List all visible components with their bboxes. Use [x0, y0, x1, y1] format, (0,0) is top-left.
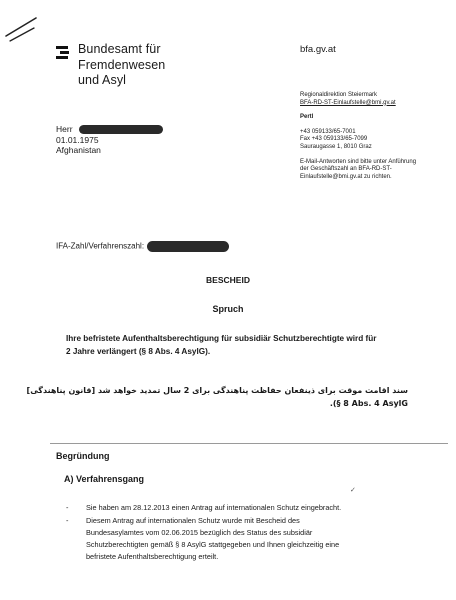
list-item-line: Schutzberechtigten gemäß § 8 AsylG stattgegeben und Ihnen gleichzeitig eine — [86, 540, 340, 549]
redacted-name — [79, 125, 163, 134]
email-note-line: E-Mail-Antworten sind bitte unter Anführung — [300, 158, 417, 165]
reference-label: IFA-Zahl/Verfahrenszahl: — [56, 241, 145, 251]
recipient-birthdate: 01.01.1975 — [56, 134, 99, 145]
section-title-spruch: Spruch — [212, 304, 244, 314]
email-note-line: Einlaufstelle@bmi.gv.at zu richten. — [300, 173, 392, 180]
org-name-line: und Asyl — [78, 73, 127, 87]
recipient-block — [56, 124, 163, 156]
decision-line: 2 Jahre verlängert (§ 8 Abs. 4 AsylG). — [66, 346, 211, 356]
list-item — [66, 515, 406, 563]
procedure-list — [66, 502, 406, 564]
website-link[interactable]: bfa.gv.at — [300, 44, 336, 55]
decision-line: Ihre befristete Aufenthaltsberechtigung für subsidiär Schutzberechtigte wird für — [66, 334, 377, 343]
contact-fax: Fax +43 059133/65-7099 — [300, 136, 368, 143]
contact-name: Pertl — [300, 114, 314, 121]
email-note-line: der Geschäftszahl an BFA-RD-ST- — [300, 166, 392, 173]
recipient-country: Afghanistan — [56, 145, 101, 155]
farsi-line: .(§ 8 Abs. 4 AsylG — [329, 399, 408, 408]
office-name: Regionaldirektion Steiermark — [300, 92, 378, 98]
org-name-line: Fremdenwesen — [78, 57, 166, 72]
reference-number — [56, 241, 229, 252]
bullet-dash: - — [66, 516, 69, 525]
pen-mark-icon — [4, 14, 40, 44]
list-item-line: Diesem Antrag auf internationalen Schutz wurde mit Bescheid des — [86, 516, 300, 525]
bullet-dash: - — [66, 503, 69, 512]
org-name-line: Bundesamt für — [78, 42, 161, 56]
recipient-salutation: Herr — [56, 124, 73, 134]
list-item-line: Bundesasylamtes vom 02.06.2015 bezüglich des Status des subsidiär — [86, 528, 313, 537]
document-title: BESCHEID — [206, 275, 250, 285]
farsi-line: سند اقامت موقت برای ذینفعان حفاظت پناهندگی برای 2 سال تمدید خواهد شد [قانون پناهندگی] — [26, 386, 408, 395]
pen-tick-icon: ✓ — [350, 487, 356, 494]
section-divider — [50, 443, 448, 444]
list-item — [66, 502, 406, 514]
list-item-line: Sie haben am 28.12.2013 einen Antrag auf internationalen Schutz eingebracht. — [86, 503, 342, 512]
farsi-translation — [26, 384, 408, 410]
heading-verfahrensgang: A) Verfahrensgang — [64, 474, 145, 484]
organization-name — [78, 42, 165, 89]
heading-begruendung: Begründung — [56, 451, 110, 461]
office-email-link[interactable]: BFA-RD-ST-Einlaufstelle@bmi.gv.at — [300, 99, 396, 106]
list-item-line: befristete Aufenthaltsberechtigung erteilt. — [86, 552, 219, 561]
decision-text — [66, 333, 406, 358]
contact-block — [300, 92, 450, 181]
redacted-reference — [147, 241, 229, 252]
bfa-logo-icon — [56, 46, 70, 60]
contact-phone: +43 059133/65-7001 — [300, 128, 356, 135]
contact-address: Sauraugasse 1, 8010 Graz — [300, 143, 372, 150]
